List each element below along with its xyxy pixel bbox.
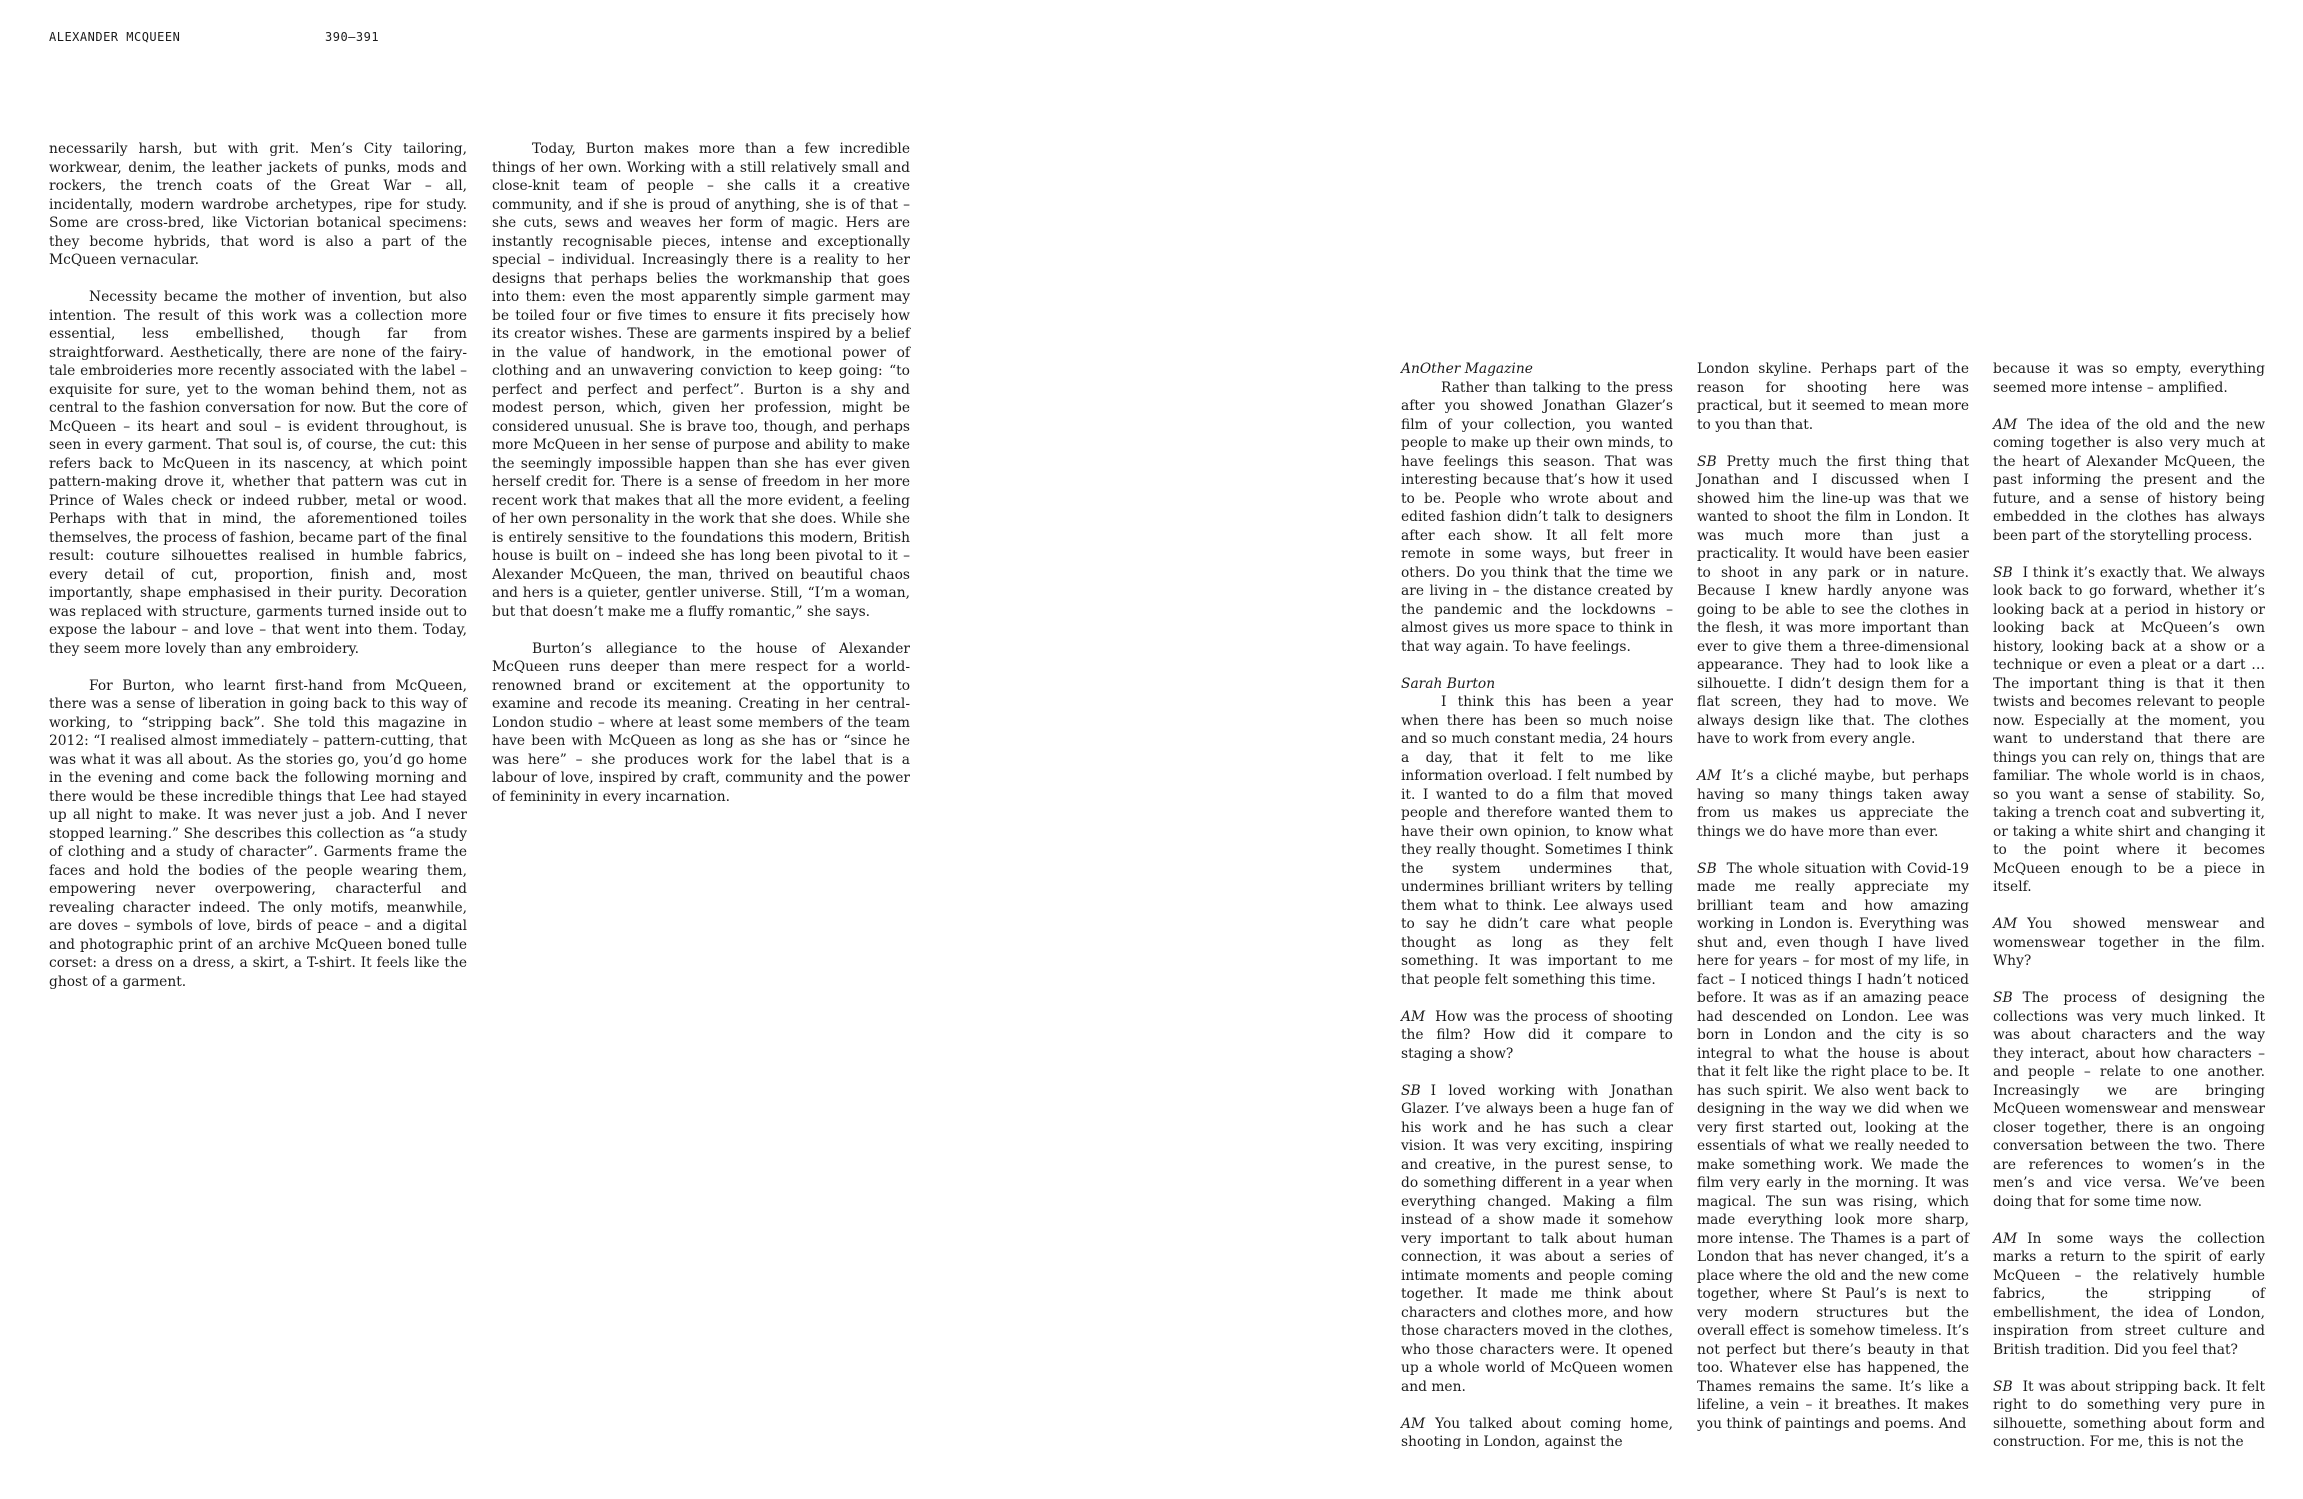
question-text: Rather than talking to the press after you showed Jonathan Glazer’s film of your collection, you wanted people to make up their own minds, to have feelings this season. That was interesting because that’s how it used to be. People who wrote about and edited fashion didn’t talk to designers after each show. It all felt more remote in some ways, but freer in others. Do you think that the time we are living in – the distance created by the pandemic and the lockdowns – almost gives us more space to think in that way again. To have feelings. bbox=[1401, 379, 1673, 655]
answer-text: I loved working with Jonathan Glazer. I’ve always been a huge fan of his work and he has such a clear vision. It was very exciting, inspiring and creative, in the purest sense, to do something different in a year when everything changed. Making a film instead of a show made it somehow very important to talk about human connection, it was about a series of intimate moments and people coming together. It made me think about characters and clothes more, and how those characters moved in the clothes, who those characters were. It opened up a whole world of McQueen women and men. bbox=[1401, 1082, 1673, 1395]
speaker-initials: SB bbox=[1401, 1082, 1421, 1099]
question-text: You showed menswear and womenswear together in the film. Why? bbox=[1993, 916, 2265, 969]
interview-answer bbox=[1697, 453, 1969, 749]
interview-answer bbox=[1993, 564, 2265, 897]
continued-text: because it was so empty, everything seemed more intense – amplified. bbox=[1993, 361, 2265, 396]
speaker-name: Sarah Burton bbox=[1401, 675, 1496, 692]
interview-question bbox=[1993, 915, 2265, 971]
interview-question bbox=[1697, 767, 1969, 841]
interview-question bbox=[1401, 1008, 1673, 1064]
answer-text: The whole situation with Covid-19 made me really appreciate my brilliant team and how amazing working in London is. Everything was shut and, even though I have lived here for years – for most of my life, in fact – I noticed things I hadn’t noticed before. It was as if an amazing peace had descended on London. Lee was born in London and the city is so integral to what the house is about that it felt like the right place to be. It has such spirit. We also went back to designing in the way we did when we very first started out, looking at the essentials of what we really needed to make something work. We made the film very early in the morning. It was magical. The sun was rising, which made everything look more sharp, more intense. The Thames is a part of London that has never changed, it’s a place where the old and the new come together, where St Paul’s is next to very modern structures but the overall effect is somehow timeless. It’s not perfect but there’s beauty in that too. Whatever else has happened, the Thames remains the same. It’s like a lifeline, a vein – it breathes. It makes you think of paintings and poems. And bbox=[1697, 860, 1969, 1432]
speaker-initials: SB bbox=[1697, 453, 1717, 470]
question-text: In some ways the collection marks a return to the spirit of early McQueen – the relatively humble fabrics, the stripping of embellishment, the idea of London, inspiration from street culture and British tradition. Did you feel that? bbox=[1993, 1230, 2265, 1358]
interview-answer bbox=[1993, 989, 2265, 1211]
question-text: The idea of the old and the new coming together is also very much at the heart of Alexander McQueen, the past informing the present and the future, and a sense of history being embedded in the clothes has always been part of the storytelling process. bbox=[1993, 416, 2265, 544]
interview-question bbox=[1401, 360, 1673, 656]
question-text: You talked about coming home, shooting in London, against the bbox=[1401, 1415, 1673, 1450]
speaker-initials: SB bbox=[1993, 990, 2013, 1006]
answer-text: I think it’s exactly that. We always look back to go forward, whether it’s looking back at a period in history or looking back at McQueen’s own history, looking back at a show or a technique or even a pleat or a dart … The important thing is that it then twists and becomes relevant to people now. Especially at the moment, you want to understand that there are things you can rely on, things that are familiar. The whole world is in chaos, so you want a sense of stability. So, taking a trench coat and subverting it, or taking a white shirt and changing it to the point where it becomes McQueen enough to be a piece in itself. bbox=[1993, 564, 2265, 895]
page-numbers: 390—391 bbox=[325, 30, 380, 44]
essay-paragraph: For Burton, who learnt first-hand from McQueen, there was a sense of liberation in going back to this way of working, to “stripping back”. She told this magazine in 2012: “I realised almost immediately – pattern-cutting, that was what it was all about. As the stories go, you’d go home in the evening and come back the following morning and there would be these incredible things that Lee had stayed up all night to make. It was never just a job. And I never stopped learning.” She describes this collection as “a study of clothing and a study of character”. Garments frame the faces and hold the bodies of the people wearing them, empowering never overpowering, characterful and revealing character indeed. The only motifs, meanwhile, are doves – symbols of love, birds of peace – and a digital and photographic print of an archive McQueen boned tulle corset: a dress on a dress, a skirt, a T-shirt. It feels like the ghost of a garment. bbox=[49, 677, 467, 990]
continued-text: London skyline. Perhaps part of the reason for shooting here was practical, but it seemed to mean more to you than that. bbox=[1697, 361, 1969, 433]
essay-paragraph: Necessity became the mother of invention, but also intention. The result of this work was a collection more essential, less embellished, though far from straightforward. Aesthetically, there are none of the fairy-tale embroideries more recently associated with the label – exquisite for sure, yet to the woman behind them, not as central to the fashion conversation for now. But the core of McQueen – its heart and soul – is evident throughout, is seen in every garment. That soul is, of course, the cut: this refers back to McQueen in its nascency, at which point pattern-making drove it, whether that pattern was cut in Prince of Wales check or indeed rubber, metal or wood. Perhaps with that in mind, the aforementioned toiles themselves, the process of fashion, became part of the final result: couture silhouettes realised in humble fabrics, every detail of cut, proportion, finish and, most importantly, shape emphasised in their purity. Decoration was replaced with structure, garments turned inside out to expose the labour – and love – that went into them. Today, they seem more lovely than any embroidery. bbox=[49, 289, 467, 657]
interview-question bbox=[1993, 1230, 2265, 1360]
essay-column-2 bbox=[492, 140, 910, 825]
speaker-initials: AM bbox=[1401, 1008, 1426, 1025]
interview-answer bbox=[1401, 675, 1673, 990]
speaker-initials: AM bbox=[1697, 768, 1722, 784]
answer-text: Pretty much the first thing that Jonathan and I discussed when I showed him the line-up was that we wanted to shoot the film in London. It was much more than just a practicality. It would have been easier to shoot in any park or in nature. Because I knew hardly anyone was going to be able to see the clothes in the flesh, it was more important than ever to give them a three-dimensional appearance. They had to look like a silhouette. I didn’t design them for a flat screen, they had to move. We always design like that. The clothes have to work from every angle. bbox=[1697, 453, 1969, 747]
speaker-initials: SB bbox=[1993, 1378, 2013, 1395]
speaker-name: AnOther Magazine bbox=[1401, 361, 1533, 377]
speaker-initials: AM bbox=[1993, 1230, 2018, 1247]
interview-answer bbox=[1401, 1082, 1673, 1397]
speaker-initials: SB bbox=[1697, 860, 1717, 877]
essay-paragraph: Today, Burton makes more than a few incredible things of her own. Working with a still relatively small and close-knit team of people – she calls it a creative community, and if she is proud of anything, she is of that – she cuts, sews and weaves her form of magic. Hers are instantly recognisable pieces, intense and exceptionally special – individual. Increasingly there is a reality to her designs that perhaps belies the workmanship that goes into them: even the most apparently simple garment may be toiled four or five times to ensure it fits precisely how its creator wishes. These are garments inspired by a belief in the value of handwork, in the emotional power of clothing and an unwavering conviction to keep going: “to perfect and perfect and perfect”. Burton is a shy and modest person, which, given her profession, might be considered unusual. She is brave too, though, and perhaps more McQueen in her sense of purpose and ability to make the seemingly impossible happen than she has ever given herself credit for. There is a sense of freedom in her more recent work that makes that all the more evident, a feeling of her own personality in the work that she does. While she is entirely sensitive to the foundations this modern, British house is built on – indeed she has long been pivotal to it – Alexander McQueen, the man, thrived on beautiful chaos and hers is a quieter, gentler universe. Still, “I’m a woman, but that doesn’t make me a fluffy romantic,” she says. bbox=[492, 141, 910, 620]
answer-text: The process of designing the collections was very much linked. It was about characters and the way they interact, about how characters – and people – relate to one another. Increasingly we are bringing McQueen womenswear and menswear closer together, there is an ongoing conversation between the two. There are references to women’s in the men’s and vice versa. We’ve been doing that for some time now. bbox=[1993, 990, 2265, 1210]
speaker-initials: AM bbox=[1993, 916, 2018, 932]
interview-question bbox=[1401, 1415, 1673, 1452]
interview-question bbox=[1993, 416, 2265, 546]
interview-column-2 bbox=[1697, 360, 1969, 1452]
essay-column-1 bbox=[49, 140, 467, 1010]
interview-answer bbox=[1697, 860, 1969, 1434]
speaker-initials: SB bbox=[1993, 564, 2013, 581]
running-header-title: ALEXANDER MCQUEEN bbox=[49, 30, 181, 44]
speaker-initials: AM bbox=[1993, 416, 2018, 433]
speaker-initials: AM bbox=[1401, 1415, 1426, 1432]
interview-answer bbox=[1993, 1378, 2265, 1452]
answer-text: I think this has been a year when there has been so much noise and so much constant media, 24 hours a day, that it felt to me like information overload. I felt numbed by it. I wanted to do a film that moved people and therefore wanted them to have their own opinion, to know what they really thought. Sometimes I think the system undermines that, undermines brilliant writers by telling them what to think. Lee always used to say he didn’t care what people thought as long as they felt something. It was important to me that people felt something this time. bbox=[1401, 694, 1673, 988]
essay-paragraph: necessarily harsh, but with grit. Men’s City tailoring, workwear, denim, the leather jackets of punks, mods and rockers, the trench coats of the Great War – all, incidentally, modern wardrobe archetypes, ripe for study. Some are cross-bred, like Victorian botanical specimens: they become hybrids, that word is also a part of the McQueen vernacular. bbox=[49, 141, 467, 268]
question-text: It’s a cliché maybe, but perhaps having so many things taken away from us makes us appreciate the things we do have more than ever. bbox=[1697, 768, 1969, 840]
answer-text: It was about stripping back. It felt right to do something very pure in silhouette, something about form and construction. For me, this is not the bbox=[1993, 1378, 2265, 1450]
interview-column-3 bbox=[1993, 360, 2265, 1470]
question-text: How was the process of shooting the film? How did it compare to staging a show? bbox=[1401, 1008, 1673, 1062]
essay-paragraph: Burton’s allegiance to the house of Alexander McQueen runs deeper than mere respect for a world-renowned brand or excitement at the opportunity to examine and recode its meaning. Creating in her central-London studio – where at least some members of the team have been with McQueen as long as she has or “since he was here” – she produces work for the label that is a labour of love, inspired by craft, community and the power of femininity in every incarnation. bbox=[492, 640, 910, 805]
interview-column-1 bbox=[1401, 360, 1673, 1470]
